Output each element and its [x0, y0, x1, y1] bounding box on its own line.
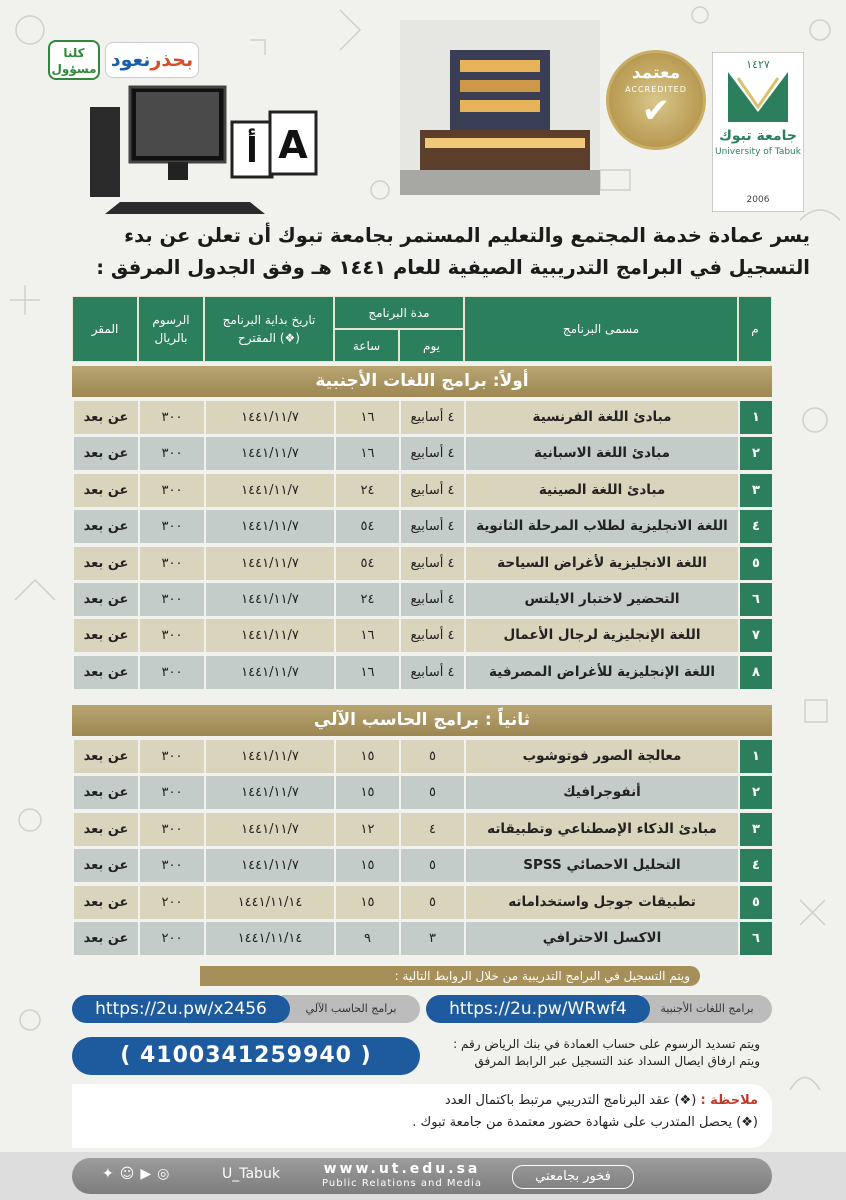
- cell-date: ١٤٤١/١١/١٤: [204, 922, 334, 955]
- cell-date: ١٤٤١/١١/٧: [204, 510, 334, 543]
- cell-fee: ٣٠٠: [138, 437, 204, 470]
- cell-hour: ١٥: [334, 886, 399, 919]
- cell-day: ٥: [399, 776, 464, 809]
- cell-m: ٥: [738, 886, 772, 919]
- cell-day: ٤ أسابيع: [399, 656, 464, 689]
- cell-m: ٤: [738, 849, 772, 882]
- header-m: م: [738, 296, 772, 362]
- snapchat-icon[interactable]: ☺: [119, 1166, 141, 1182]
- cell-hour: ٢٤: [334, 474, 399, 507]
- cell-hour: ١٥: [334, 849, 399, 882]
- cell-m: ٨: [738, 656, 772, 689]
- cell-name: التحضير لاختبار الايلتس: [464, 583, 738, 616]
- table-row: [72, 656, 772, 689]
- cell-name: اللغة الانجليزية لطلاب المرحلة الثانوية: [464, 510, 738, 543]
- cell-date: ١٤٤١/١١/٧: [204, 776, 334, 809]
- cell-date: ١٤٤١/١١/٧: [204, 813, 334, 846]
- cell-hour: ٥٤: [334, 547, 399, 580]
- cell-date: ١٤٤١/١١/٧: [204, 474, 334, 507]
- university-logo: [712, 52, 804, 212]
- notes-label: ملاحظة :: [700, 1093, 758, 1108]
- cell-location: عن بعد: [72, 656, 138, 689]
- header-name: مسمى البرنامج: [464, 296, 738, 362]
- intro-line-1: يسر عمادة خدمة المجتمع والتعليم المستمر بجامعة تبوك أن تعلن عن بدء: [124, 224, 810, 247]
- cell-name: اللغة الإنجليزية لرجال الأعمال: [464, 619, 738, 652]
- cell-date: ١٤٤١/١١/٧: [204, 619, 334, 652]
- cell-fee: ٣٠٠: [138, 740, 204, 773]
- building-image: [400, 20, 600, 195]
- svg-text:جامعة تبوك: جامعة تبوك: [719, 128, 797, 144]
- cell-fee: ٣٠٠: [138, 401, 204, 434]
- computer-link[interactable]: https://2u.pw/x2456: [72, 995, 290, 1023]
- cell-location: عن بعد: [72, 922, 138, 955]
- cell-day: ٥: [399, 740, 464, 773]
- cell-day: ٤ أسابيع: [399, 547, 464, 580]
- cell-fee: ٣٠٠: [138, 849, 204, 882]
- notes-box: [72, 1084, 772, 1148]
- table-row: [72, 510, 772, 543]
- header-date: تاريخ بداية البرنامج المقترح (❖): [204, 296, 334, 362]
- cell-name: تطبيقات جوجل واستخداماته: [464, 886, 738, 919]
- cell-name: معالجة الصور فوتوشوب: [464, 740, 738, 773]
- cell-name: الاكسل الاحترافي: [464, 922, 738, 955]
- table-row: [72, 776, 772, 809]
- registration-note: ويتم التسجيل في البرامج التدريبية من خلال الروابط التالية :: [200, 966, 700, 986]
- social-icons: [102, 1166, 175, 1182]
- svg-text:2006: 2006: [746, 195, 770, 205]
- cell-name: اللغة الانجليزية لأغراض السياحة: [464, 547, 738, 580]
- cell-m: ٥: [738, 547, 772, 580]
- cell-fee: ٣٠٠: [138, 583, 204, 616]
- cell-location: عن بعد: [72, 740, 138, 773]
- website[interactable]: www.ut.edu.sa: [323, 1161, 481, 1177]
- twitter-icon[interactable]: ✦: [102, 1166, 120, 1182]
- table-row: [72, 583, 772, 616]
- cell-fee: ٣٠٠: [138, 474, 204, 507]
- cell-day: ٥: [399, 849, 464, 882]
- table-row: [72, 474, 772, 507]
- accredited-label-en: ACCREDITED: [625, 85, 687, 94]
- cell-fee: ٣٠٠: [138, 813, 204, 846]
- cell-day: ٤ أسابيع: [399, 510, 464, 543]
- cell-day: ٤ أسابيع: [399, 401, 464, 434]
- intro-line-2: التسجيل في البرامج التدريبية الصيفية للعام ١٤٤١ هـ وفق الجدول المرفق :: [96, 256, 810, 279]
- table-header: [72, 296, 772, 362]
- cell-fee: ٣٠٠: [138, 656, 204, 689]
- cell-name: التحليل الاحصائي SPSS: [464, 849, 738, 882]
- cell-location: عن بعد: [72, 547, 138, 580]
- cell-date: ١٤٤١/١١/٧: [204, 437, 334, 470]
- cell-date: ١٤٤١/١١/٧: [204, 583, 334, 616]
- cell-fee: ٣٠٠: [138, 776, 204, 809]
- footer-slogan: فخور بجامعتي: [512, 1165, 634, 1189]
- payment-line-2: ويتم ارفاق ايصال السداد عند التسجيل عبر الرابط المرفق: [474, 1054, 760, 1068]
- header-day: يوم: [399, 329, 464, 362]
- accredited-label-ar: معتمد: [631, 63, 681, 83]
- cell-location: عن بعد: [72, 813, 138, 846]
- cell-date: ١٤٤١/١١/٧: [204, 547, 334, 580]
- table-row: [72, 813, 772, 846]
- cell-hour: ١٢: [334, 813, 399, 846]
- payment-line-1: ويتم تسديد الرسوم على حساب العمادة في بنك الرياض رقم :: [453, 1037, 760, 1051]
- youtube-icon[interactable]: ▶: [140, 1166, 158, 1182]
- accredited-badge: [606, 50, 706, 150]
- table-row: [72, 401, 772, 434]
- slogan-badge: بحذرنعود: [105, 42, 199, 78]
- cell-hour: ١٦: [334, 401, 399, 434]
- table-row: [72, 619, 772, 652]
- languages-link[interactable]: https://2u.pw/WRwf4: [426, 995, 650, 1023]
- department-name: Public Relations and Media: [322, 1178, 482, 1189]
- cell-fee: ٣٠٠: [138, 547, 204, 580]
- table-row: [72, 886, 772, 919]
- cell-fee: ٢٠٠: [138, 886, 204, 919]
- cell-date: ١٤٤١/١١/٧: [204, 849, 334, 882]
- cell-hour: ١٦: [334, 656, 399, 689]
- cell-day: ٤ أسابيع: [399, 619, 464, 652]
- cell-day: ٤ أسابيع: [399, 437, 464, 470]
- cell-name: مبادئ اللغة الصينية: [464, 474, 738, 507]
- languages-link-label: برامج اللغات الأجنبية: [642, 995, 772, 1023]
- instagram-icon[interactable]: ◎: [157, 1166, 176, 1182]
- header-fee: الرسوم بالريال: [138, 296, 204, 362]
- cell-location: عن بعد: [72, 849, 138, 882]
- cell-m: ١: [738, 401, 772, 434]
- cell-date: ١٤٤١/١١/٧: [204, 740, 334, 773]
- cell-location: عن بعد: [72, 437, 138, 470]
- cell-location: عن بعد: [72, 619, 138, 652]
- cell-name: مبادئ اللغة الاسبانية: [464, 437, 738, 470]
- section-title-languages: أولاً: برامج اللغات الأجنبية: [72, 366, 772, 397]
- payment-info: [430, 1036, 760, 1070]
- slogan-badge-second: كلنا مسؤول: [48, 40, 100, 80]
- svg-text:١٤٢٧: ١٤٢٧: [746, 58, 770, 71]
- svg-text:أ: أ: [246, 131, 258, 171]
- header-location: المقر: [72, 296, 138, 362]
- cell-day: ٤ أسابيع: [399, 474, 464, 507]
- note-1: (❖) عقد البرنامج التدريبي مرتبط باكتمال العدد: [444, 1093, 697, 1108]
- cell-hour: ٩: [334, 922, 399, 955]
- footer: [72, 1158, 772, 1194]
- cell-hour: ١٥: [334, 776, 399, 809]
- cell-name: مبادئ الذكاء الإصطناعي وتطبيقاته: [464, 813, 738, 846]
- cell-date: ١٤٤١/١١/٧: [204, 401, 334, 434]
- cell-hour: ١٦: [334, 619, 399, 652]
- cell-m: ٣: [738, 474, 772, 507]
- table-row: [72, 437, 772, 470]
- cell-day: ٤ أسابيع: [399, 583, 464, 616]
- cell-fee: ٢٠٠: [138, 922, 204, 955]
- computer-illustration: [60, 82, 330, 222]
- cell-m: ٧: [738, 619, 772, 652]
- cell-location: عن بعد: [72, 474, 138, 507]
- cell-date: ١٤٤١/١١/٧: [204, 656, 334, 689]
- cell-m: ٤: [738, 510, 772, 543]
- table-row: [72, 740, 772, 773]
- svg-text:A: A: [278, 123, 308, 167]
- cell-name: أنفوجرافيك: [464, 776, 738, 809]
- intro-text: [40, 220, 810, 284]
- cell-m: ١: [738, 740, 772, 773]
- cell-day: ٣: [399, 922, 464, 955]
- cell-location: عن بعد: [72, 886, 138, 919]
- cell-day: ٤: [399, 813, 464, 846]
- cell-hour: ١٦: [334, 437, 399, 470]
- cell-name: مبادئ اللغة الفرنسية: [464, 401, 738, 434]
- cell-fee: ٣٠٠: [138, 619, 204, 652]
- cell-day: ٥: [399, 886, 464, 919]
- computer-link-label: برامج الحاسب الآلي: [282, 995, 420, 1023]
- social-handle: U_Tabuk: [222, 1166, 280, 1182]
- cell-m: ٢: [738, 437, 772, 470]
- bank-account-number: ( 4100341259940 ): [72, 1037, 420, 1075]
- cell-hour: ٥٤: [334, 510, 399, 543]
- table-row: [72, 922, 772, 955]
- cell-name: اللغة الإنجليزية للأغراض المصرفية: [464, 656, 738, 689]
- cell-location: عن بعد: [72, 583, 138, 616]
- section-title-computer: ثانياً : برامج الحاسب الآلي: [72, 705, 772, 736]
- cell-location: عن بعد: [72, 401, 138, 434]
- cell-fee: ٣٠٠: [138, 510, 204, 543]
- cell-m: ٦: [738, 922, 772, 955]
- cell-hour: ٢٤: [334, 583, 399, 616]
- cell-m: ٦: [738, 583, 772, 616]
- cell-m: ٣: [738, 813, 772, 846]
- cell-date: ١٤٤١/١١/١٤: [204, 886, 334, 919]
- svg-text:University of Tabuk: University of Tabuk: [715, 147, 801, 157]
- header-duration: مدة البرنامج: [334, 296, 464, 329]
- cell-m: ٢: [738, 776, 772, 809]
- note-2: (❖) يحصل المتدرب على شهادة حضور معتمدة من جامعة تبوك .: [412, 1115, 758, 1130]
- check-icon: ✔: [641, 91, 671, 131]
- table-row: [72, 547, 772, 580]
- cell-location: عن بعد: [72, 776, 138, 809]
- header: [0, 0, 846, 218]
- table-row: [72, 849, 772, 882]
- cell-hour: ١٥: [334, 740, 399, 773]
- header-hour: ساعة: [334, 329, 399, 362]
- cell-location: عن بعد: [72, 510, 138, 543]
